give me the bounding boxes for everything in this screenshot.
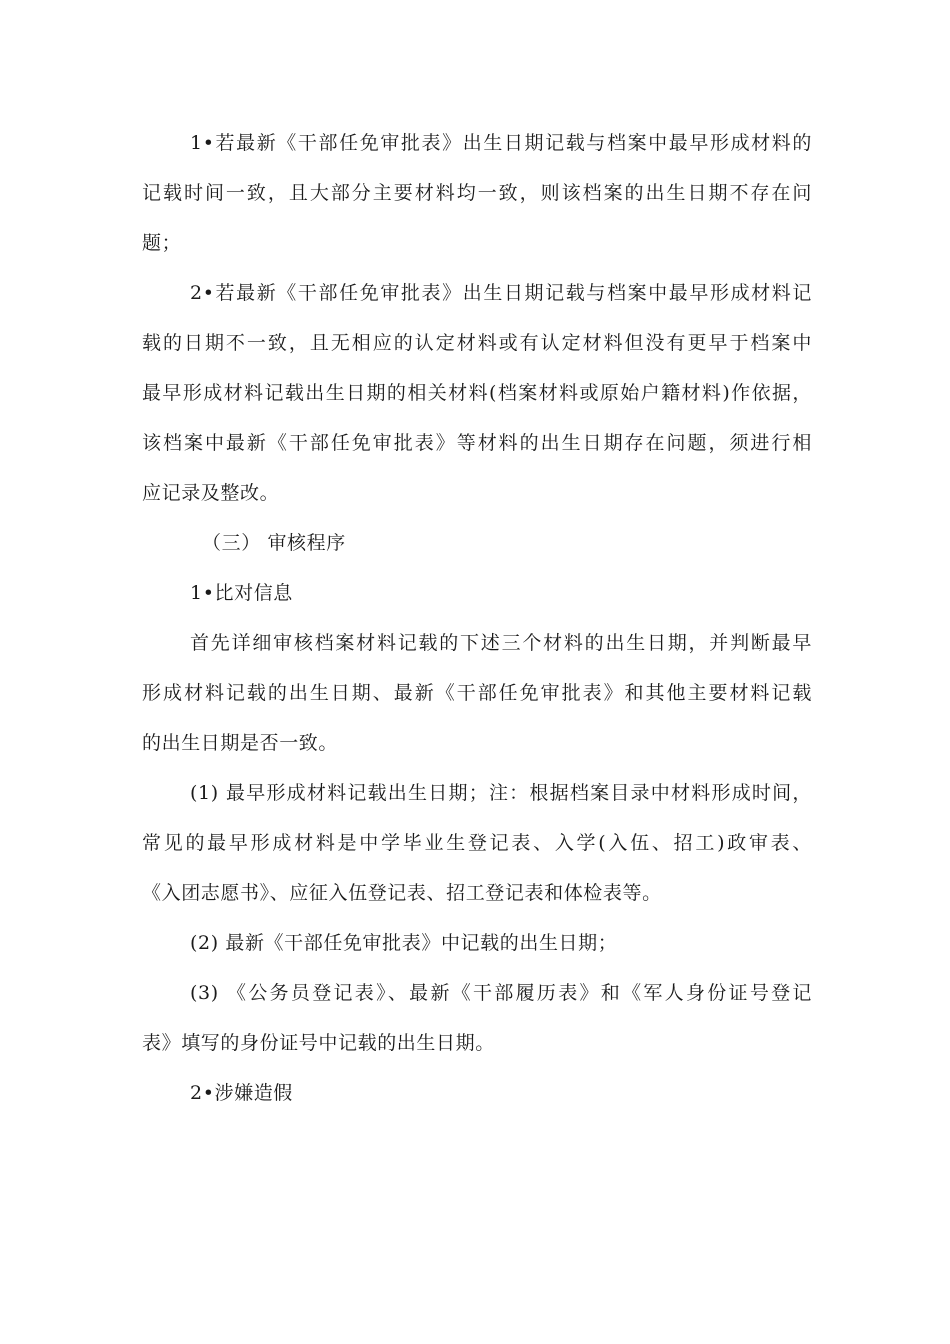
subheading-1: 1•比对信息 — [190, 582, 293, 604]
paragraph-1-line-3: 题； — [142, 232, 182, 254]
paragraph-1-line-1: 1•若最新《干部任免审批表》出生日期记载与档案中最早形成材料的 — [190, 132, 812, 154]
section-heading: （三） 审核程序 — [202, 532, 346, 554]
paragraph-2-line-2: 载的日期不一致，且无相应的认定材料或有认定材料但没有更早于档案中 — [142, 332, 812, 354]
paragraph-2-line-5: 应记录及整改。 — [142, 482, 280, 504]
subheading-2: 2•涉嫌造假 — [190, 1082, 293, 1104]
paragraph-3-line-3: 的出生日期是否一致。 — [142, 732, 339, 754]
item-3-line-2: 表》填写的身份证号中记载的出生日期。 — [142, 1032, 495, 1054]
paragraph-2-line-3: 最早形成材料记载出生日期的相关材料(档案材料或原始户籍材料)作依据， — [142, 382, 812, 404]
item-1-line-1: (1) 最早形成材料记载出生日期；注：根据档案目录中材料形成时间， — [190, 782, 812, 804]
paragraph-2-line-4: 该档案中最新《干部任免审批表》等材料的出生日期存在问题，须进行相 — [142, 432, 812, 454]
item-2-line-1: (2) 最新《干部任免审批表》中记载的出生日期； — [190, 932, 618, 954]
paragraph-2-line-1: 2•若最新《干部任免审批表》出生日期记载与档案中最早形成材料记 — [190, 282, 812, 304]
paragraph-3-line-1: 首先详细审核档案材料记载的下述三个材料的出生日期，并判断最早 — [190, 632, 812, 654]
paragraph-3-line-2: 形成材料记载的出生日期、最新《干部任免审批表》和其他主要材料记载 — [142, 682, 812, 704]
item-3-line-1: (3) 《公务员登记表》、最新《干部履历表》和《军人身份证号登记 — [190, 982, 812, 1004]
paragraph-1-line-2: 记载时间一致，且大部分主要材料均一致，则该档案的出生日期不存在问 — [142, 182, 812, 204]
item-1-line-3: 《入团志愿书》、应征入伍登记表、招工登记表和体检表等。 — [142, 882, 662, 904]
item-1-line-2: 常见的最早形成材料是中学毕业生登记表、入学(入伍、招工)政审表、 — [142, 832, 812, 854]
